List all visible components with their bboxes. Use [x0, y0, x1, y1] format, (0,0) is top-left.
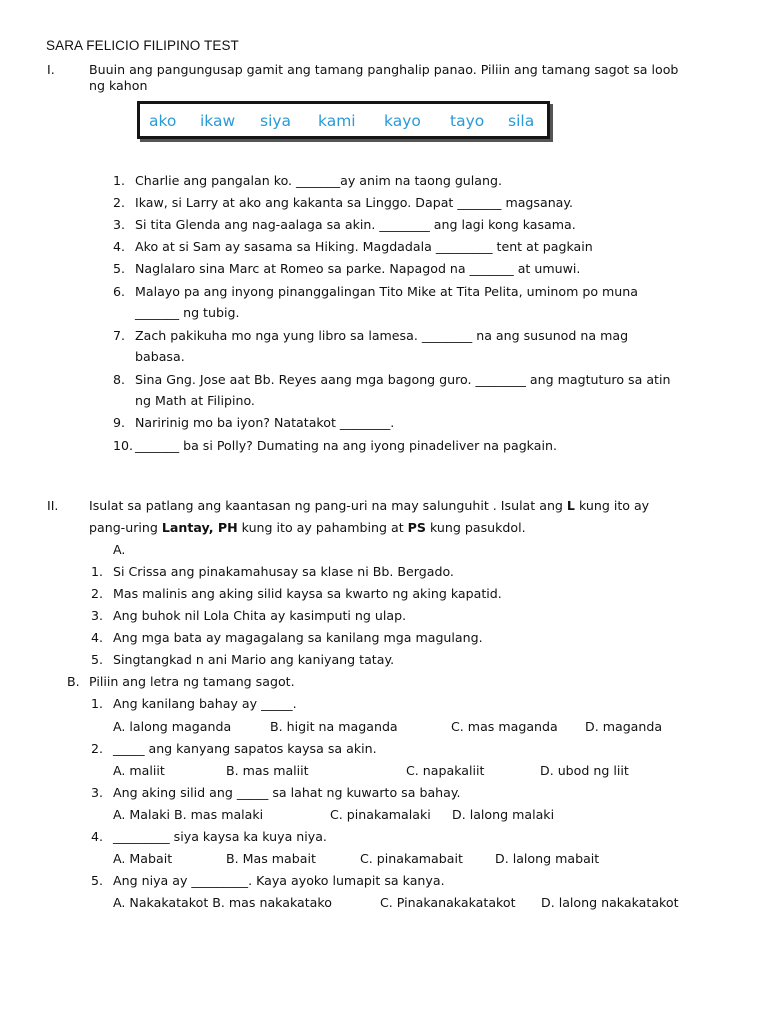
question-text: _____ ang kanyang sapatos kaysa sa akin.	[113, 741, 377, 756]
item-number: 6.	[112, 284, 125, 299]
item-number: 4.	[91, 829, 104, 844]
choice: D. lalong mabait	[495, 851, 600, 866]
instruction-text: kung ito ay pahambing at	[237, 520, 408, 535]
instruction-text: kung ito ay	[574, 498, 650, 513]
subsection-a-label: A.	[113, 542, 126, 557]
instruction-bold: L	[566, 498, 575, 513]
list-item: Ikaw, si Larry at ako ang kakanta sa Linggo. Dapat _______ magsanay.	[135, 195, 574, 210]
list-item-continuation: babasa.	[135, 349, 185, 364]
list-item: Naririnig mo ba iyon? Natatakot ________.	[135, 415, 395, 430]
question-text: Ang niya ay _________. Kaya ayoko lumapit sa kanya.	[113, 873, 445, 888]
choice: A. lalong maganda	[113, 719, 232, 734]
list-item: Ang buhok nil Lola Chita ay kasimputi ng ulap.	[113, 608, 407, 623]
instruction-text: pang-uring	[89, 520, 162, 535]
list-item: Si tita Glenda ang nag-aalaga sa akin. ________ ang lagi kong kasama.	[135, 217, 576, 232]
part1-instruction-line1: Buuin ang pangungusap gamit ang tamang panghalip panao. Piliin ang tamang sagot sa loob	[89, 62, 679, 77]
item-number: 1.	[91, 564, 104, 579]
list-item: Malayo pa ang inyong pinanggalingan Tito Mike at Tita Pelita, uminom po muna	[135, 284, 638, 299]
item-number: 8.	[112, 372, 125, 387]
item-number: 2.	[91, 586, 104, 601]
list-item: Sina Gng. Jose aat Bb. Reyes aang mga bagong guro. ________ ang magtuturo sa atin	[135, 372, 671, 387]
choice: A. Mabait	[113, 851, 173, 866]
item-number: 9.	[112, 415, 125, 430]
document-title: SARA FELICIO FILIPINO TEST	[46, 38, 239, 53]
item-number: 1.	[112, 173, 125, 188]
item-number: 5.	[91, 652, 104, 667]
list-item-continuation: ng Math at Filipino.	[135, 393, 255, 408]
word-box-item: ikaw	[200, 112, 236, 130]
word-box-item: kami	[318, 112, 356, 130]
item-number: 2.	[112, 195, 125, 210]
word-box-item: kayo	[384, 112, 421, 130]
question-text: Ang aking silid ang _____ sa lahat ng kuwarto sa bahay.	[113, 785, 461, 800]
question-text: _________ siya kaysa ka kuya niya.	[113, 829, 327, 844]
list-item: Naglalaro sina Marc at Romeo sa parke. Napagod na _______ at umuwi.	[135, 261, 581, 276]
item-number: 7.	[112, 328, 125, 343]
list-item-continuation: _______ ng tubig.	[135, 305, 240, 320]
list-item: Si Crissa ang pinakamahusay sa klase ni Bb. Bergado.	[113, 564, 454, 579]
list-item: _______ ba si Polly? Dumating na ang iyong pinadeliver na pagkain.	[135, 438, 557, 453]
item-number: 2.	[91, 741, 104, 756]
part1-roman-numeral: I.	[47, 62, 55, 77]
choice: C. pinakamalaki	[330, 807, 431, 822]
choice: B. Mas mabait	[226, 851, 316, 866]
choice: C. napakaliit	[406, 763, 485, 778]
instruction-bold: PS	[407, 520, 426, 535]
list-item: Ako at si Sam ay sasama sa Hiking. Magdadala _________ tent at pagkain	[135, 239, 593, 254]
word-box-item: tayo	[450, 112, 485, 130]
question-text: Ang kanilang bahay ay _____.	[113, 696, 297, 711]
word-box-item: ako	[149, 112, 177, 130]
choice: C. pinakamabait	[360, 851, 463, 866]
list-item: Ang mga bata ay magagalang sa kanilang mga magulang.	[113, 630, 483, 645]
item-number: 5.	[112, 261, 125, 276]
list-item: Singtangkad n ani Mario ang kaniyang tatay.	[113, 652, 395, 667]
choice: D. ubod ng liit	[540, 763, 629, 778]
word-box-item: sila	[508, 112, 535, 130]
instruction-text: kung pasukdol.	[425, 520, 526, 535]
list-item: Mas malinis ang aking silid kaysa sa kwarto ng aking kapatid.	[113, 586, 502, 601]
subsection-b-label: B.	[67, 674, 80, 689]
choice: C. mas maganda	[451, 719, 558, 734]
item-number: 3.	[112, 217, 125, 232]
choice: D. maganda	[585, 719, 663, 734]
item-number: 3.	[91, 785, 104, 800]
item-number: 3.	[91, 608, 104, 623]
part2-roman-numeral: II.	[47, 498, 59, 513]
subsection-b-instruction: Piliin ang letra ng tamang sagot.	[89, 674, 295, 689]
part2-instruction-line1	[89, 498, 649, 513]
list-item: Charlie ang pangalan ko. _______ay anim na taong gulang.	[135, 173, 502, 188]
choice: A. maliit	[113, 763, 165, 778]
item-number: 4.	[91, 630, 104, 645]
choice: B. higit na maganda	[270, 719, 398, 734]
instruction-text: Isulat sa patlang ang kaantasan ng pang-uri na may salunguhit . Isulat ang	[89, 498, 567, 513]
choice: D. lalong malaki	[452, 807, 555, 822]
part1-instruction-line2: ng kahon	[89, 78, 148, 93]
item-number: 4.	[112, 239, 125, 254]
item-number: 5.	[91, 873, 104, 888]
word-box	[137, 101, 550, 139]
item-number: 1.	[91, 696, 104, 711]
choice: C. Pinakanakakatakot	[380, 895, 516, 910]
choice: D. lalong nakakatakot	[541, 895, 679, 910]
instruction-bold: Lantay, PH	[161, 520, 238, 535]
choice: A. Nakakatakot B. mas nakakatako	[113, 895, 332, 910]
choice: A. Malaki B. mas malaki	[113, 807, 264, 822]
word-box-item: siya	[260, 112, 292, 130]
choice: B. mas maliit	[226, 763, 309, 778]
item-number: 10.	[113, 438, 134, 453]
list-item: Zach pakikuha mo nga yung libro sa lamesa. ________ na ang susunod na mag	[135, 328, 629, 343]
part2-instruction-line2	[89, 520, 526, 535]
